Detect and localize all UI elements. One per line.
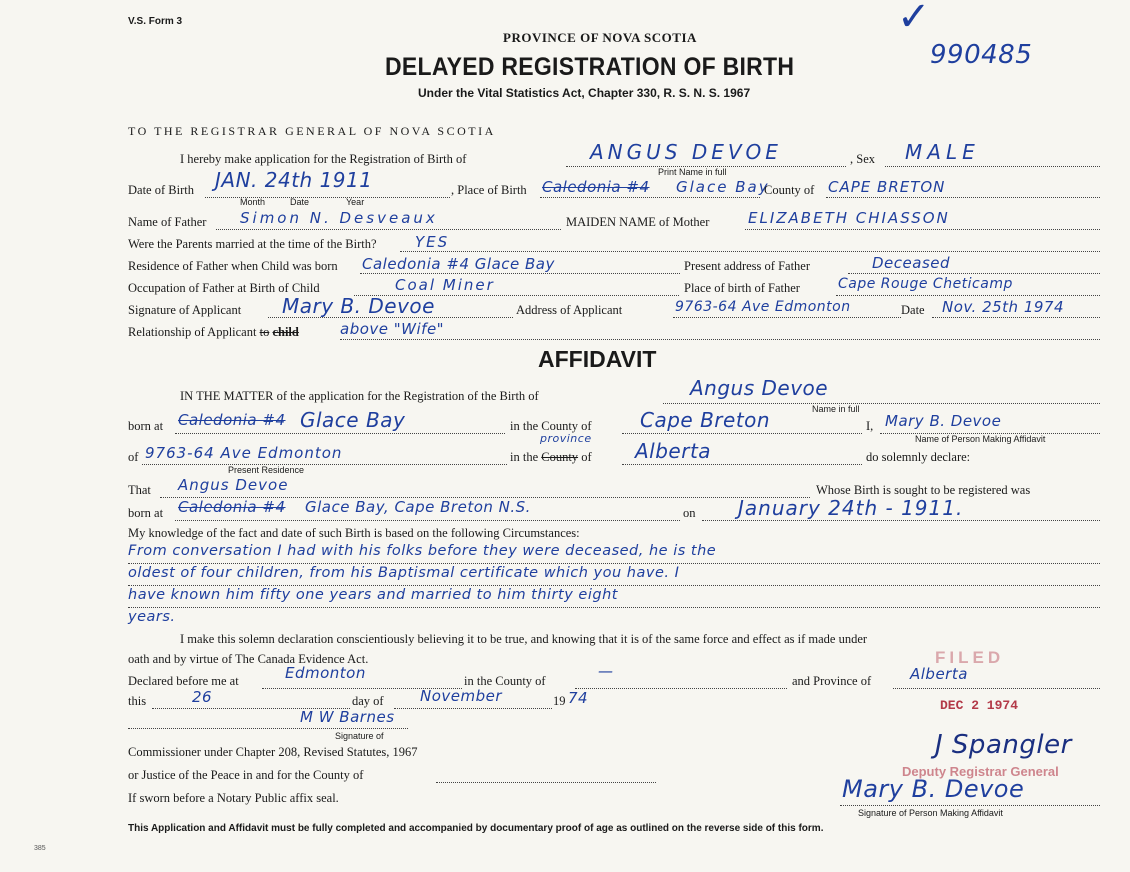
- deponent-sig-value: Mary B. Devoe: [842, 775, 1025, 803]
- present-address-value: Deceased: [872, 254, 951, 272]
- sig-applicant-value: Mary B. Devoe: [282, 294, 435, 318]
- year-hint: Year: [346, 197, 365, 207]
- father-pob-value: Cape Rouge Cheticamp: [838, 276, 1013, 292]
- pob-value: Glace Bay: [676, 178, 770, 196]
- pob-struck-value: Caledonia #4: [542, 178, 650, 196]
- deponent-value: Mary B. Devoe: [885, 412, 1002, 430]
- declared-label: Declared before me at: [128, 674, 239, 688]
- on-date-value: January 24th - 1911.: [738, 496, 964, 520]
- province-insert: province: [540, 432, 592, 445]
- father-pob-line: [836, 295, 1100, 296]
- print-name-hint: Print Name in full: [658, 167, 727, 177]
- mother-line: [745, 229, 1100, 230]
- circ-line-2: [128, 585, 1100, 586]
- day-value: 26: [192, 688, 213, 706]
- circ-line-3: [128, 607, 1100, 608]
- applicant-date-label: Date: [901, 303, 925, 317]
- sex-label: , Sex: [850, 152, 875, 166]
- decl-county-value: —: [598, 662, 614, 680]
- dob-value: JAN. 24th 1911: [215, 168, 373, 192]
- circumstance-line-3: have known him fifty one years and married to him thirty eight: [128, 587, 618, 603]
- of-label: of: [128, 450, 139, 464]
- date-hint: Date: [290, 197, 310, 207]
- pob-line: [540, 197, 760, 198]
- month-value: November: [420, 687, 503, 705]
- solemn-declaration-a: I make this solemn declaration conscientiously believing it to be true, and knowing that it is of the same force and effect as if made under: [180, 632, 868, 646]
- mother-label: MAIDEN NAME of Mother: [566, 215, 710, 229]
- commissioner-line: Commissioner under Chapter 208, Revised Statutes, 1967: [128, 745, 418, 759]
- filed-stamp: FILED: [935, 648, 1005, 667]
- married-value: YES: [415, 233, 450, 251]
- county-label: County of: [764, 183, 815, 197]
- child-name-value: ANGUS DEVOE: [590, 140, 782, 164]
- declare-label: do solemnly declare:: [866, 450, 971, 464]
- present-residence-hint: Present Residence: [228, 465, 305, 475]
- province-label: and Province of: [792, 674, 872, 688]
- province-heading: PROVINCE OF NOVA SCOTIA: [503, 30, 697, 45]
- married-line: [400, 251, 1100, 252]
- sig-applicant-label: Signature of Applicant: [128, 303, 242, 317]
- born-at2-line: [175, 520, 680, 521]
- county-value: CAPE BRETON: [828, 178, 946, 196]
- province-value: Alberta: [635, 439, 712, 463]
- born-at2-label: born at: [128, 506, 164, 520]
- that-name-value: Angus Devoe: [178, 476, 289, 494]
- married-label: Were the Parents married at the time of the Birth?: [128, 237, 377, 251]
- residence-label: Residence of Father when Child was born: [128, 259, 338, 273]
- solemn-declaration-b: oath and by virtue of The Canada Evidence Act.: [128, 652, 369, 666]
- pob-label: , Place of Birth: [451, 183, 527, 197]
- in-the-county-label: in the County of: [510, 450, 592, 464]
- justice-county-line: [436, 782, 656, 783]
- applicant-address-value: 9763-64 Ave Edmonton: [675, 299, 851, 315]
- circumstance-line-1: From conversation I had with his folks before they were deceased, he is the: [128, 543, 717, 559]
- sex-value: MALE: [905, 140, 980, 164]
- father-line: [216, 229, 561, 230]
- declared-at-value: Edmonton: [285, 664, 366, 682]
- month-hint: Month: [240, 197, 266, 207]
- father-label: Name of Father: [128, 215, 207, 229]
- born-at-value: Glace Bay: [300, 408, 406, 432]
- this-label: this: [128, 694, 147, 708]
- day-of-label: day of: [352, 694, 384, 708]
- affidavit-title: AFFIDAVIT: [538, 346, 657, 372]
- in-county-value: Cape Breton: [640, 408, 771, 432]
- matter-line: [663, 403, 1100, 404]
- present-address-line: [848, 273, 1100, 274]
- father-pob-label: Place of birth of Father: [684, 281, 800, 295]
- knowledge-label: My knowledge of the fact and date of such Birth is based on the following Circumstances:: [128, 526, 580, 540]
- circumstance-line-2: oldest of four children, from his Baptismal certificate which you have. I: [128, 565, 680, 581]
- to-registrar-line: TO THE REGISTRAR GENERAL OF NOVA SCOTIA: [128, 124, 496, 138]
- corner-code: 385: [34, 845, 46, 852]
- decl-county-label: in the County of: [464, 674, 546, 688]
- relationship-line: [340, 339, 1100, 340]
- circ-line-1: [128, 563, 1100, 564]
- check-mark: ✓: [897, 0, 932, 40]
- applicant-address-line: [673, 317, 901, 318]
- born-at-label: born at: [128, 419, 164, 433]
- in-county-label: in the County of: [510, 419, 592, 433]
- father-value: Simon N. Desveaux: [240, 209, 438, 227]
- name-full-hint: Name in full: [812, 404, 860, 414]
- on-date-line: [702, 520, 1100, 521]
- applicant-date-line: [932, 317, 1100, 318]
- whose-birth-label: Whose Birth is sought to be registered was: [816, 483, 1031, 497]
- decl-province-line: [893, 688, 1100, 689]
- of-address-value: 9763-64 Ave Edmonton: [145, 444, 343, 462]
- occupation-label: Occupation of Father at Birth of Child: [128, 281, 320, 295]
- form-number: V.S. Form 3: [128, 16, 183, 27]
- file-number: 990485: [930, 40, 1033, 70]
- year-prefix: 19: [553, 694, 566, 708]
- relationship-value: above "Wife": [340, 320, 445, 338]
- deponent-sig-hint: Signature of Person Making Affidavit: [858, 808, 1003, 818]
- registrar-signature: J Spangler: [935, 730, 1072, 760]
- apply-label: I hereby make application for the Registration of Birth of: [180, 152, 467, 166]
- residence-value: Caledonia #4 Glace Bay: [362, 255, 555, 273]
- applicant-address-label: Address of Applicant: [516, 303, 623, 317]
- justice-line: or Justice of the Peace in and for the County of: [128, 768, 364, 782]
- month-line: [394, 708, 552, 709]
- sex-line: [885, 166, 1100, 167]
- in-county-line: [622, 433, 862, 434]
- of-address-line: [142, 464, 507, 465]
- county-line: [826, 197, 1100, 198]
- on-label: on: [683, 506, 696, 520]
- commissioner-sig-line: [128, 728, 408, 729]
- circumstance-line-4: years.: [128, 609, 176, 625]
- born-at2-struck: Caledonia #4: [178, 498, 286, 516]
- notary-line: If sworn before a Notary Public affix seal.: [128, 791, 339, 805]
- filed-date-stamp: DEC 2 1974: [940, 698, 1019, 713]
- deponent-sig-line: [840, 805, 1100, 806]
- residence-line: [360, 273, 680, 274]
- deponent-hint: Name of Person Making Affidavit: [915, 434, 1046, 444]
- born-at-struck: Caledonia #4: [178, 411, 286, 429]
- applicant-date-value: Nov. 25th 1974: [942, 298, 1065, 316]
- commissioner-sig-value: M W Barnes: [300, 708, 395, 726]
- signature-of-hint: Signature of: [335, 731, 384, 741]
- present-address-label: Present address of Father: [684, 259, 811, 273]
- decl-county-line: [575, 688, 787, 689]
- registrar-title-stamp: Deputy Registrar General: [902, 764, 1059, 779]
- born-at2-value: Glace Bay, Cape Breton N.S.: [305, 498, 531, 516]
- occupation-value: Coal Miner: [395, 276, 495, 294]
- footer-note: This Application and Affidavit must be fully completed and accompanied by documentary proof of age as outlined on the reverse side of this form.: [128, 823, 824, 834]
- matter-name-value: Angus Devoe: [690, 376, 829, 400]
- matter-label: IN THE MATTER of the application for the Registration of the Birth of: [180, 389, 539, 403]
- born-at-line: [175, 433, 505, 434]
- dob-label: Date of Birth: [128, 183, 194, 197]
- that-label: That: [128, 483, 151, 497]
- relationship-label: Relationship of Applicant to child: [128, 325, 299, 339]
- i-label: I,: [866, 419, 874, 433]
- mother-value: ELIZABETH CHIASSON: [748, 209, 950, 227]
- year-suffix-value: 74: [568, 689, 589, 707]
- decl-province-value: Alberta: [910, 665, 968, 683]
- province-line: [622, 464, 862, 465]
- form-title: DELAYED REGISTRATION OF BIRTH: [385, 53, 795, 81]
- act-reference: Under the Vital Statistics Act, Chapter 330, R. S. N. S. 1967: [418, 86, 751, 100]
